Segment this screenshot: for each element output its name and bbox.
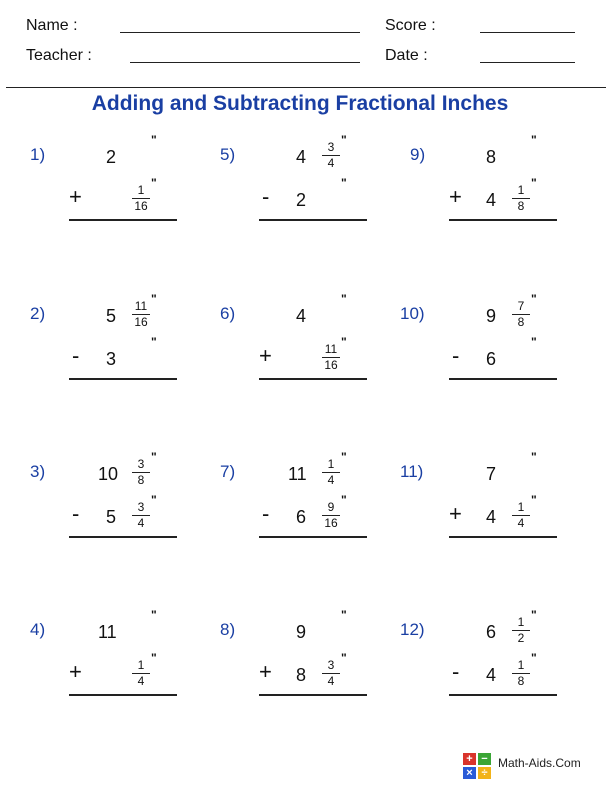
- answer-line: [69, 694, 177, 696]
- whole-number: 5: [106, 306, 117, 326]
- header-divider: [6, 87, 606, 88]
- denominator: 16: [134, 199, 148, 213]
- numerator: 7: [517, 299, 525, 313]
- date-field[interactable]: [480, 62, 575, 63]
- numerator: 11: [134, 299, 148, 313]
- inch-mark: ": [531, 450, 537, 464]
- logo-plus-icon: +: [463, 753, 476, 765]
- bottom-operand: [410, 493, 580, 537]
- whole-number: 4: [486, 507, 497, 527]
- inch-mark: ": [151, 493, 157, 507]
- inch-mark: ": [531, 292, 537, 306]
- inch-mark: ": [341, 608, 347, 622]
- score-label: Score :: [385, 17, 436, 34]
- numerator: 1: [517, 615, 525, 629]
- whole-number: 6: [486, 622, 497, 642]
- plus-sign: +: [69, 184, 82, 209]
- inch-mark: ": [151, 292, 157, 306]
- problem: [220, 450, 390, 568]
- denominator: 4: [327, 156, 335, 170]
- problem-number: 5): [220, 145, 236, 164]
- inch-mark: ": [151, 651, 157, 665]
- numerator: 11: [324, 342, 338, 356]
- fraction: [321, 458, 341, 487]
- denominator: 4: [327, 674, 335, 688]
- whole-number: 6: [486, 349, 497, 369]
- bottom-operand: [220, 335, 390, 379]
- fraction: [511, 184, 531, 213]
- problem-number: 9): [410, 145, 426, 164]
- answer-line: [449, 378, 557, 380]
- numerator: 3: [327, 658, 335, 672]
- logo-divide-icon: ÷: [478, 767, 491, 779]
- bottom-operand: [410, 176, 580, 220]
- minus-sign: -: [452, 659, 460, 684]
- problem-number: 6): [220, 304, 236, 323]
- numerator: 9: [327, 500, 335, 514]
- whole-number: 5: [106, 507, 117, 527]
- problem: [220, 133, 390, 251]
- whole-number: 4: [486, 190, 497, 210]
- top-operand: [410, 133, 580, 177]
- fraction: [511, 300, 531, 329]
- answer-line: [259, 694, 367, 696]
- denominator: 8: [517, 199, 525, 213]
- inch-mark: ": [531, 608, 537, 622]
- inch-mark: ": [531, 176, 537, 190]
- name-field[interactable]: [120, 32, 360, 33]
- whole-number: 4: [296, 147, 307, 167]
- bottom-operand: [220, 493, 390, 537]
- inch-mark: ": [151, 450, 157, 464]
- denominator: 16: [324, 516, 338, 530]
- fraction: [511, 501, 531, 530]
- inch-mark: ": [151, 133, 157, 147]
- problem-number: 2): [30, 304, 46, 323]
- problem: [30, 292, 200, 410]
- fraction: [321, 501, 341, 530]
- whole-number: 9: [486, 306, 497, 326]
- answer-line: [449, 219, 557, 221]
- inch-mark: ": [531, 133, 537, 147]
- top-operand: [410, 608, 580, 652]
- whole-number: 11: [288, 464, 307, 484]
- denominator: 16: [324, 358, 338, 372]
- answer-line: [69, 219, 177, 221]
- problem: [30, 608, 200, 726]
- whole-number: 2: [106, 147, 117, 167]
- minus-sign: -: [262, 184, 270, 209]
- numerator: 3: [137, 457, 145, 471]
- inch-mark: ": [151, 335, 157, 349]
- minus-sign: -: [72, 501, 80, 526]
- fraction: [511, 659, 531, 688]
- teacher-label: Teacher :: [26, 47, 92, 64]
- logo-minus-icon: −: [478, 753, 491, 765]
- whole-number: 3: [106, 349, 117, 369]
- problem: [30, 133, 200, 251]
- answer-line: [259, 219, 367, 221]
- plus-sign: +: [259, 659, 272, 684]
- whole-number: 10: [98, 464, 119, 484]
- whole-number: 8: [486, 147, 497, 167]
- bottom-operand: [30, 176, 200, 220]
- inch-mark: ": [341, 493, 347, 507]
- answer-line: [449, 694, 557, 696]
- fraction: [321, 141, 341, 170]
- denominator: 16: [134, 315, 148, 329]
- denominator: 4: [327, 473, 335, 487]
- minus-sign: -: [262, 501, 270, 526]
- bottom-operand: [30, 493, 200, 537]
- worksheet-title: Adding and Subtracting Fractional Inches: [91, 92, 509, 115]
- top-operand: [220, 292, 390, 336]
- whole-number: 11: [98, 622, 117, 642]
- denominator: 8: [517, 315, 525, 329]
- name-label: Name :: [26, 17, 78, 34]
- inch-mark: ": [151, 176, 157, 190]
- fraction: [131, 184, 151, 213]
- problem: [220, 608, 390, 726]
- fraction: [321, 659, 341, 688]
- date-label: Date :: [385, 47, 428, 64]
- numerator: 1: [517, 183, 525, 197]
- denominator: 8: [517, 674, 525, 688]
- answer-line: [259, 378, 367, 380]
- problem-number: 1): [30, 145, 46, 164]
- denominator: 4: [517, 516, 525, 530]
- top-operand: [410, 292, 580, 336]
- inch-mark: ": [531, 335, 537, 349]
- numerator: 1: [327, 457, 335, 471]
- top-operand: [220, 133, 390, 177]
- inch-mark: ": [531, 651, 537, 665]
- denominator: 4: [137, 674, 145, 688]
- problem-number: 10): [400, 304, 425, 323]
- denominator: 2: [517, 631, 525, 645]
- logo-times-icon: ×: [463, 767, 476, 779]
- plus-sign: +: [69, 659, 82, 684]
- top-operand: [220, 450, 390, 494]
- inch-mark: ": [341, 450, 347, 464]
- problem-number: 12): [400, 620, 425, 639]
- answer-line: [69, 378, 177, 380]
- top-operand: [30, 133, 200, 177]
- top-operand: [220, 608, 390, 652]
- whole-number: 8: [296, 665, 307, 685]
- numerator: 3: [137, 500, 145, 514]
- problem: [220, 292, 390, 410]
- problem-number: 3): [30, 462, 46, 481]
- numerator: 3: [327, 140, 335, 154]
- inch-mark: ": [341, 651, 347, 665]
- fraction: [131, 659, 151, 688]
- top-operand: [30, 450, 200, 494]
- bottom-operand: [220, 651, 390, 695]
- bottom-operand: [220, 176, 390, 220]
- problem: [400, 450, 580, 568]
- inch-mark: ": [341, 335, 347, 349]
- score-field[interactable]: [480, 32, 575, 33]
- numerator: 1: [517, 500, 525, 514]
- inch-mark: ": [341, 133, 347, 147]
- top-operand: [30, 292, 200, 336]
- plus-sign: +: [449, 501, 462, 526]
- answer-line: [259, 536, 367, 538]
- bottom-operand: [410, 335, 580, 379]
- problem-number: 4): [30, 620, 46, 639]
- problem-number: 8): [220, 620, 236, 639]
- fraction: [131, 501, 151, 530]
- minus-sign: -: [72, 343, 80, 368]
- answer-line: [449, 536, 557, 538]
- problem-number: 11): [400, 462, 424, 481]
- minus-sign: -: [452, 343, 460, 368]
- inch-mark: ": [341, 292, 347, 306]
- problem-number: 7): [220, 462, 236, 481]
- bottom-operand: [30, 651, 200, 695]
- whole-number: 4: [486, 665, 497, 685]
- top-operand: [410, 450, 580, 494]
- top-operand: [30, 608, 200, 652]
- fraction: [511, 616, 531, 645]
- logo-text: Math-Aids.Com: [498, 756, 581, 770]
- plus-sign: +: [259, 343, 272, 368]
- bottom-operand: [410, 651, 580, 695]
- teacher-field[interactable]: [130, 62, 360, 63]
- math-aids-logo: [463, 753, 493, 781]
- numerator: 1: [137, 183, 145, 197]
- answer-line: [69, 536, 177, 538]
- plus-sign: +: [449, 184, 462, 209]
- problem: [400, 608, 580, 726]
- fraction: [131, 300, 151, 329]
- problem: [410, 133, 580, 251]
- numerator: 1: [137, 658, 145, 672]
- whole-number: 4: [296, 306, 307, 326]
- whole-number: 9: [296, 622, 307, 642]
- denominator: 8: [137, 473, 145, 487]
- whole-number: 6: [296, 507, 307, 527]
- fraction: [131, 458, 151, 487]
- problem: [400, 292, 580, 410]
- inch-mark: ": [151, 608, 157, 622]
- denominator: 4: [137, 516, 145, 530]
- bottom-operand: [30, 335, 200, 379]
- whole-number: 2: [296, 190, 307, 210]
- inch-mark: ": [531, 493, 537, 507]
- fraction: [321, 343, 341, 372]
- whole-number: 7: [486, 464, 497, 484]
- numerator: 1: [517, 658, 525, 672]
- inch-mark: ": [341, 176, 347, 190]
- problem: [30, 450, 200, 568]
